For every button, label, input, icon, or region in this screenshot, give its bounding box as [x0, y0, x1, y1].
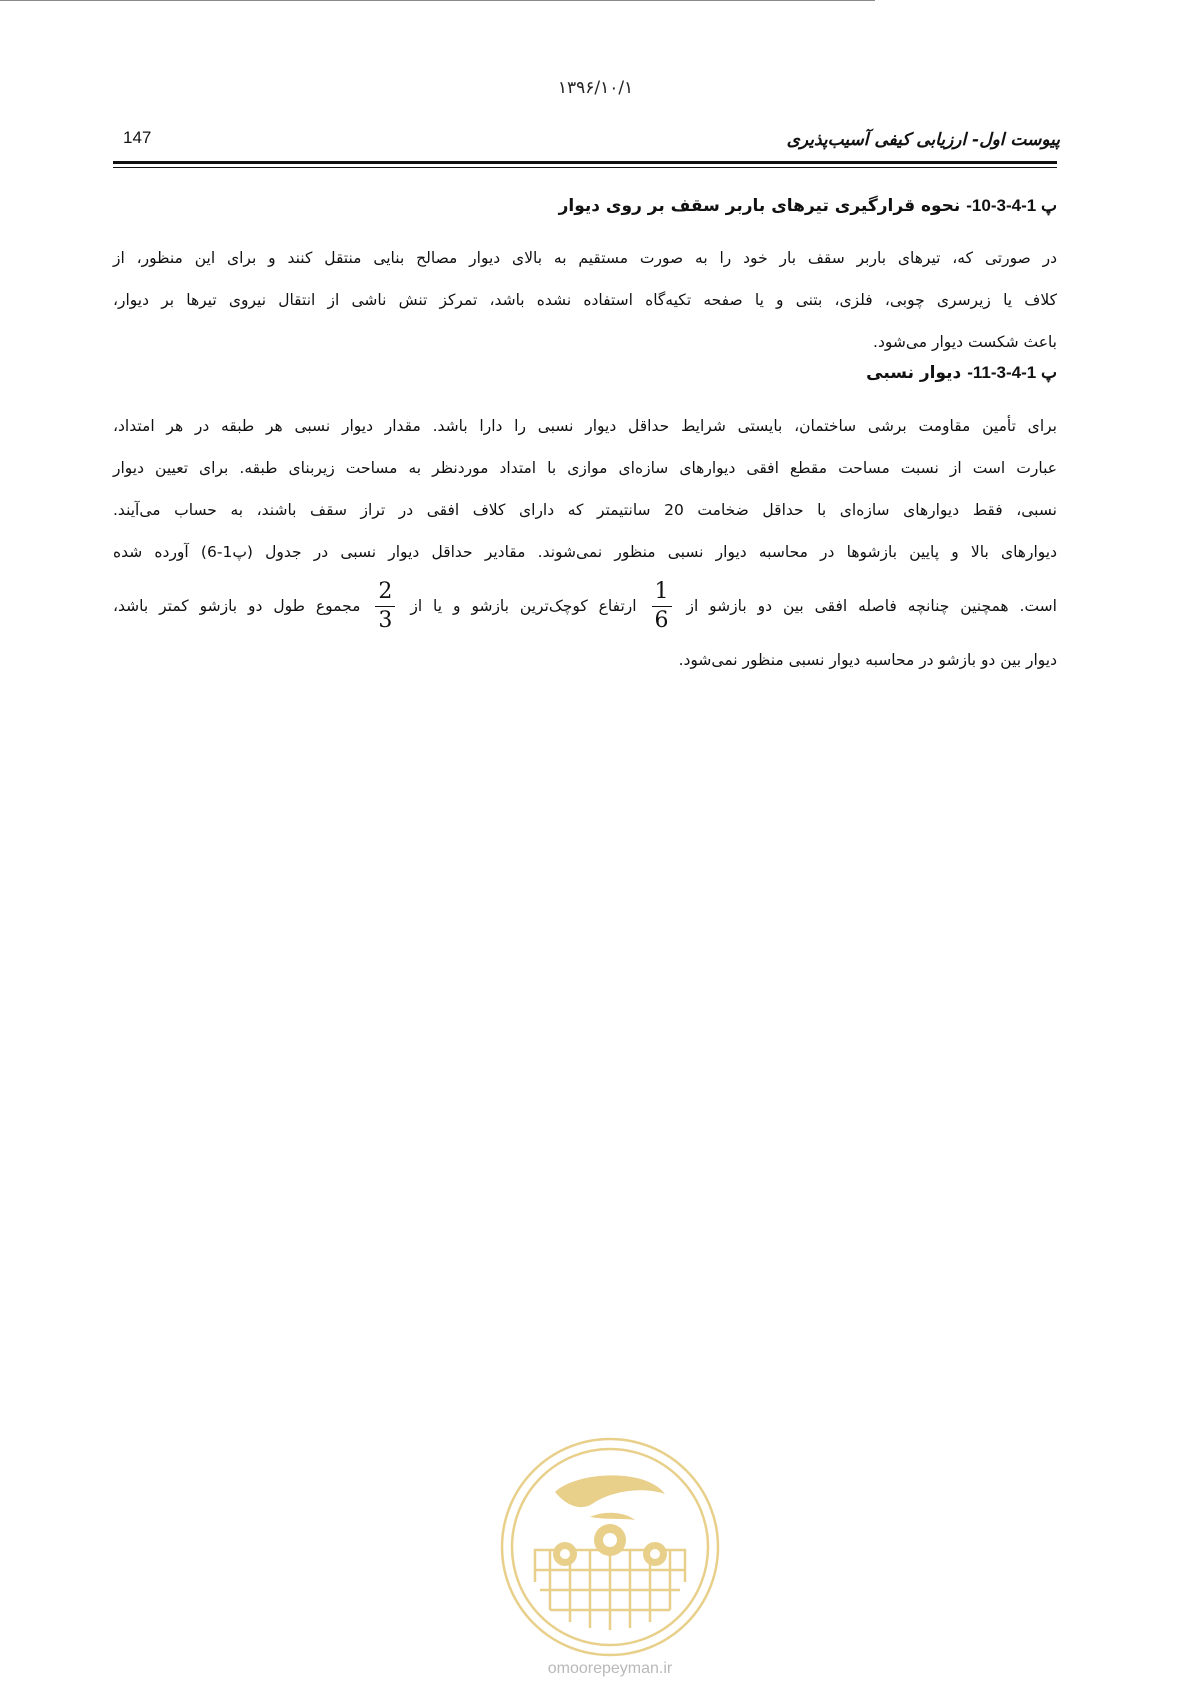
fraction-denominator: 6: [654, 608, 669, 633]
fraction-numerator: 1: [652, 581, 672, 607]
date-stamp: ۱۳۹۶/۱۰/۱: [557, 78, 634, 98]
header-rule-thin: [113, 167, 1057, 168]
paragraph-line: عبارت است از نسبت مساحت مقطع افقی دیوارهای سازه‌ای موازی با امتداد موردنظر به مساحت زیربنای طبقه. برای تعیین دیوار: [113, 459, 1057, 477]
section-heading: [113, 363, 1057, 383]
fraction-one-sixth: [652, 581, 672, 632]
section-paragraph: [113, 405, 1057, 681]
paragraph-line: نسبی، فقط دیوارهای سازه‌ای با حداقل ضخامت 20 سانتیمتر که دارای کلاف افقی در تراز سقف باشند، به حساب می‌آیند.: [113, 501, 1057, 519]
section-heading: [113, 196, 1057, 216]
paragraph-line: در صورتی که، تیرهای باربر سقف بار خود را به صورت مستقیم به بالای دیوار مصالح بنایی منتقل کنند و برای این منظور، از: [113, 249, 1057, 267]
paragraph-line: باعث شکست دیوار می‌شود.: [873, 333, 1057, 351]
fraction-numerator: 2: [375, 581, 395, 607]
watermark-site-url: omoorepeyman.ir: [547, 1660, 673, 1677]
watermark-seal-logo: [495, 1432, 725, 1662]
fraction-line-part3: مجموع طول دو بازشو کمتر باشد،: [113, 597, 361, 615]
section-heading-code: پ 1-4-3-11-: [967, 363, 1057, 382]
fraction-denominator: 3: [378, 608, 393, 633]
page-number: 147: [123, 128, 152, 147]
paragraph-line-with-fractions: [113, 573, 1057, 639]
header-rule-thick: [113, 161, 1057, 164]
section-heading-title: نحوه قرارگیری تیرهای باربر سقف بر روی دیوار: [558, 196, 961, 216]
paragraph-line: برای تأمین مقاومت برشی ساختمان، بایستی شرایط حداقل دیوار نسبی را دارا باشد. مقدار دیوار نسبی هر طبقه در هر امتداد،: [113, 417, 1057, 435]
section-heading-title: دیوار نسبی: [866, 363, 962, 383]
fraction-line-part2: ارتفاع کوچک‌ترین بازشو و یا از: [410, 597, 637, 615]
section-paragraph: [113, 237, 1057, 363]
paragraph-line: دیوارهای بالا و پایین بازشوها در محاسبه دیوار نسبی منظور نمی‌شوند. مقادیر حداقل دیوار نسبی در جدول (پ1-6) آورده شده: [113, 543, 1057, 561]
fraction-two-thirds: [375, 581, 395, 632]
paragraph-line: کلاف یا زیرسری چوبی، فلزی، بتنی و یا صفحه تکیه‌گاه استفاده نشده باشد، تمرکز تنش ناشی از انتقال نیروی تیرها بر دیوار،: [113, 291, 1057, 309]
running-header-title: پیوست اول- ارزیابی کیفی آسیب‌پذیری: [786, 130, 1060, 150]
section-heading-code: پ 1-4-3-10-: [966, 196, 1057, 215]
paragraph-line: دیوار بین دو بازشو در محاسبه دیوار نسبی منظور نمی‌شود.: [678, 651, 1057, 669]
top-edge-rule: [0, 0, 875, 1]
fraction-line-part1: است. همچنین چنانچه فاصله افقی بین دو بازشو از: [686, 597, 1057, 615]
